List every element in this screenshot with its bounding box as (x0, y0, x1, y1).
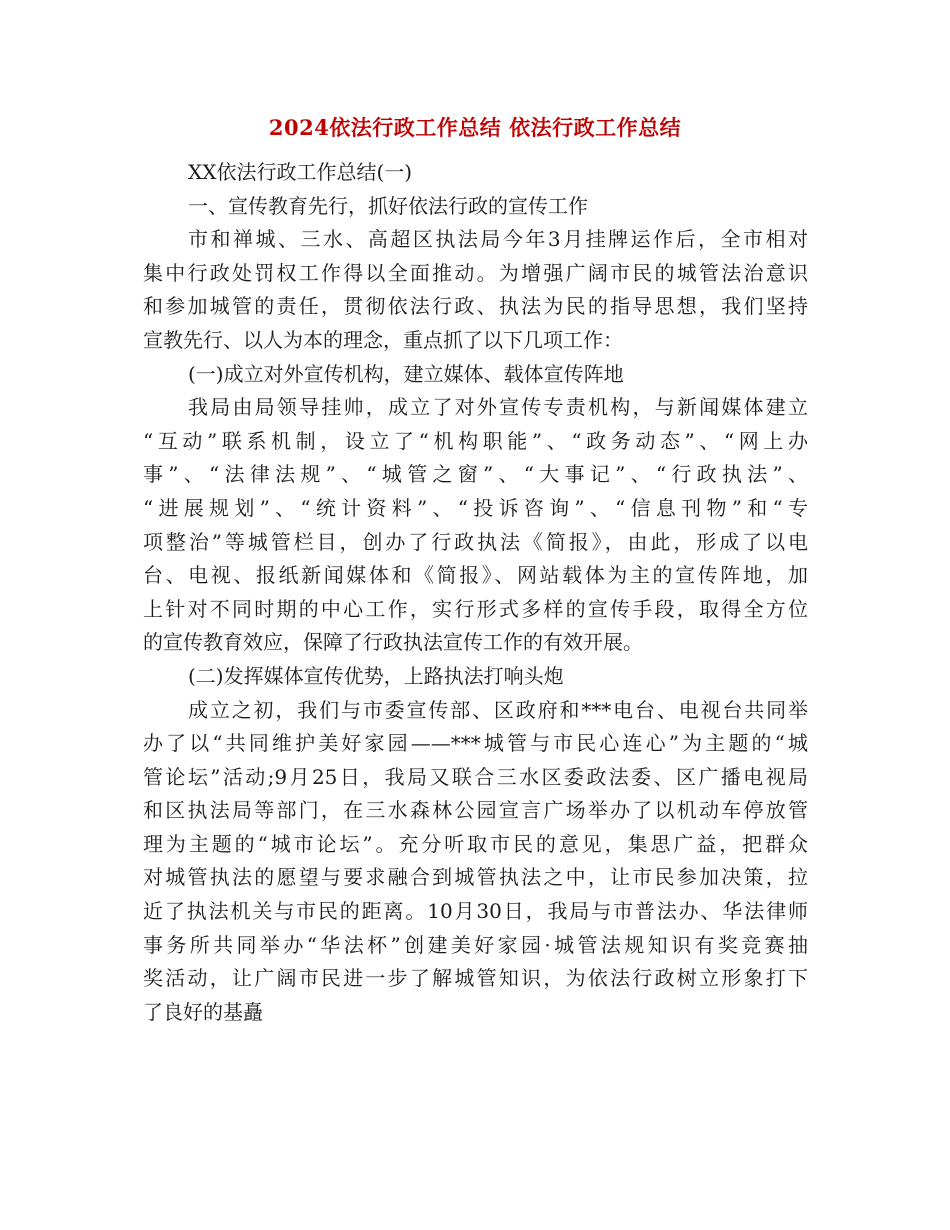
text-line: 事”、“法律法规”、“城管之窗”、“大事记”、“行政执法”、 (143, 462, 808, 487)
text-line: 理为主题的“城市论坛”。充分听取市民的意见，集思广益，把群众 (143, 831, 808, 856)
text-line: 上针对不同时期的中心工作，实行形式多样的宣传手段，取得全方位 (143, 596, 808, 621)
text-line: (一)成立对外宣传机构，建立媒体、载体宣传阵地 (188, 361, 624, 386)
document-title: 2024依法行政工作总结 依法行政工作总结 (268, 115, 682, 140)
text-line: 管论坛”活动;9月25日，我局又联合三水区委政法委、区广播电视局 (143, 764, 808, 789)
text-line: 了良好的基矗 (143, 999, 263, 1024)
text-line: 集中行政处罚权工作得以全面推动。为增强广阔市民的城管法治意识 (143, 260, 808, 285)
text-line: 对城管执法的愿望与要求融合到城管执法之中，让市民参加决策，拉 (143, 865, 808, 890)
text-line: 的宣传教育效应，保障了行政执法宣传工作的有效开展。 (143, 630, 643, 655)
text-line: XX依法行政工作总结(一) (188, 160, 413, 184)
text-line: “进展规划”、“统计资料”、“投诉咨询”、“信息刊物”和“专 (143, 495, 808, 520)
text-line: 奖活动，让广阔市民进一步了解城管知识，为依法行政树立形象打下 (143, 966, 808, 991)
text-line: (二)发挥媒体宣传优势，上路执法打响头炮 (188, 663, 564, 688)
text-line: 事务所共同举办“华法杯”创建美好家园·城管法规知识有奖竞赛抽 (143, 932, 808, 957)
text-line: 项整治”等城管栏目，创办了行政执法《简报》，由此，形成了以电 (143, 529, 808, 554)
text-line: “互动”联系机制，设立了“机构职能”、“政务动态”、“网上办 (143, 428, 808, 453)
text-line: 台、电视、报纸新闻媒体和《简报》、网站载体为主的宣传阵地，加 (143, 563, 808, 588)
text-line: 宣教先行、以人为本的理念，重点抓了以下几项工作： (143, 327, 623, 352)
text-line: 近了执法机关与市民的距离。10月30日，我局与市普法办、华法律师 (143, 899, 808, 924)
text-line: 市和禅城、三水、高超区执法局今年3月挂牌运作后，全市相对 (188, 227, 808, 252)
text-line: 一、宣传教育先行，抓好依法行政的宣传工作 (188, 193, 588, 218)
text-line: 办了以“共同维护美好家园——***城管与市民心连心”为主题的“城 (143, 731, 808, 756)
text-line: 和参加城管的责任，贯彻依法行政、执法为民的指导思想，我们坚持 (143, 294, 808, 319)
text-line: 成立之初，我们与市委宣传部、区政府和***电台、电视台共同举 (188, 697, 808, 722)
document-body (143, 156, 808, 1029)
text-line: 我局由局领导挂帅，成立了对外宣传专责机构，与新闻媒体建立 (188, 395, 808, 420)
text-line: 和区执法局等部门，在三水森林公园宣言广场举办了以机动车停放管 (143, 798, 808, 823)
